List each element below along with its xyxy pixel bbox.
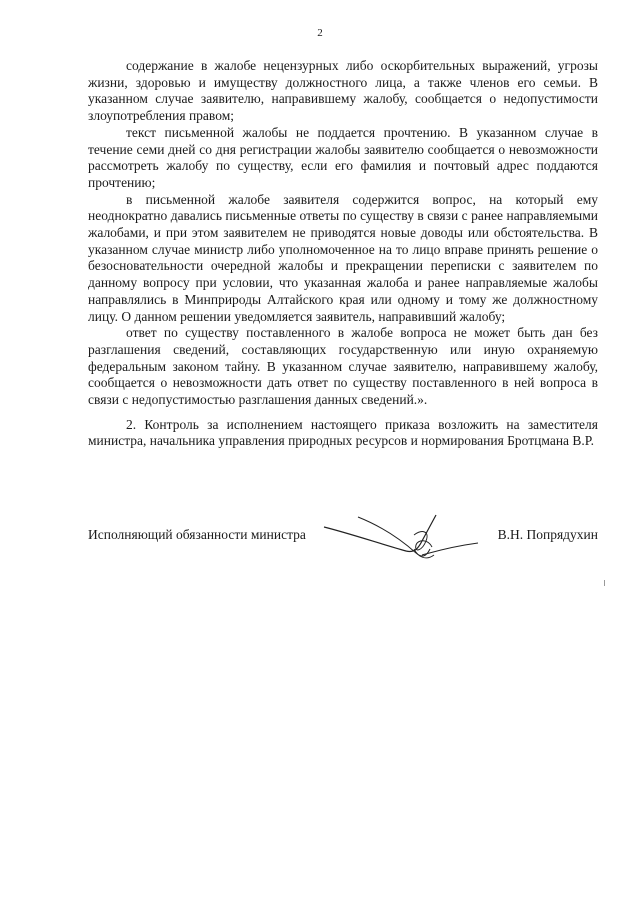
paragraph-obscene-content: содержание в жалобе нецензурных либо оскорбительных выражений, угрозы жизни, здоровью и имуществу должностного лица, а также членов его семьи. В указанном случае заявителю, направившему жалобу, сообщается о недопустимости злоупотребления правом; xyxy=(88,58,598,124)
document-body xyxy=(88,58,598,450)
signatory-title: Исполняющий обязанности министра xyxy=(88,527,306,542)
signatory-name: В.Н. Попрядухин xyxy=(497,527,598,542)
paragraph-repeated-question: в письменной жалобе заявителя содержится вопрос, на который ему неоднократно давались письменные ответы по существу в связи с ранее направляемыми жалобами, и при этом заявителем не приводятся новые доводы или обстоятельства. В указанном случае министр либо уполномоченное на то лицо вправе принять решение о безосновательности очередной жалобы и прекращении переписки с заявителем по данному вопросу при условии, что указанная жалоба и ранее направляемые жалобы направлялись в Минприроды Алтайского края или одному и тому же должностному лицу. О данном решении уведомляется заявитель, направивший жалобу; xyxy=(88,191,598,324)
page-number: 2 xyxy=(317,27,323,39)
paragraph-secret-information: ответ по существу поставленного в жалобе вопроса не может быть дан без разглашения сведений, составляющих государственную или иную охраняемую федеральным законом тайну. В указанном случае заявителю, направившему жалобу, сообщается о невозможности дать ответ по существу поставленного в ней вопроса в связи с недопустимостью разглашения данных сведений.». xyxy=(88,325,598,408)
paragraph-unreadable-text: текст письменной жалобы не поддается прочтению. В указанном случае в течение семи дней со дня регистрации жалобы заявителю сообщается о невозможности рассмотреть жалобу по существу, если его фамилия и почтовый адрес поддаются прочтению; xyxy=(88,124,598,190)
scan-mark xyxy=(604,580,605,586)
paragraph-control-clause: 2. Контроль за исполнением настоящего приказа возложить на заместителя министра, начальника управления природных ресурсов и нормирования Бротцмана В.Р. xyxy=(88,416,598,449)
handwritten-signature xyxy=(318,505,488,565)
